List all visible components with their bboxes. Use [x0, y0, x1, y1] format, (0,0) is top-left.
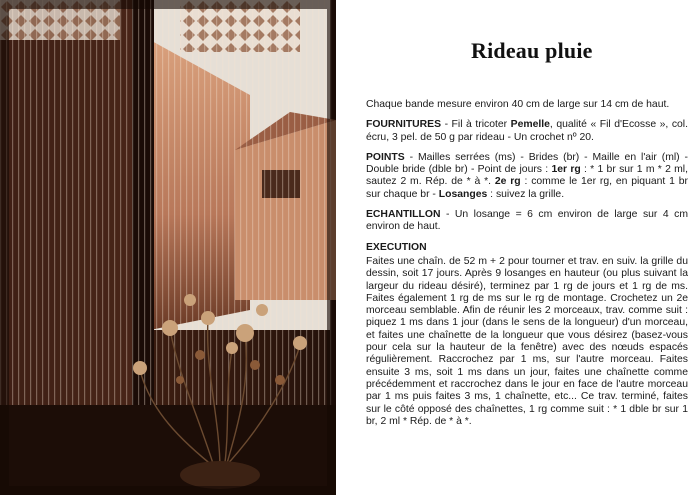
intro-paragraph: Chaque bande mesure environ 40 cm de large sur 14 cm de haut.: [366, 99, 670, 110]
curtain-photo-illustration: [0, 0, 336, 495]
brand-name: Pemelle: [510, 119, 550, 131]
pattern-instructions: [366, 0, 688, 495]
curtain-photo: [0, 0, 336, 495]
points-label: POINTS: [366, 151, 405, 163]
execution-text: Faites une chaîn. de 52 m + 2 pour tourner et trav. en suiv. la grille du dessin, soit 17 jours. Après 9 losanges en hauteur (ou plus suivant la largeur du rideau désiré), terminez par 1 rg de jours et 1 rg de ms. Faites également 1 rg de ms sur le rg de montage. Crochetez un 2e morceau semblable. Afin de réunir les 2 morceaux, trav. comme suit : piquez 1 ms dans 1 jour (dans le sens de la longueur) d'un morceau, et faites une chaînette de la longueur que vous désirez (basez-vous pour cela sur la hauteur de la fenêtre) avec des nœuds espacés régulièrement. Raccrochez par 1 ms, sur l'autre morceau. Faites ensuite 3 ms, soit 1 ms dans un jour, faites une chaînette comme précédemment et raccrochez dans le jour en face de l'autre morceau par 1 ms puis faites 3 ms, 1 chaînette, etc... Ce trav. terminé, faites sur le côté opposé des chaînettes, 1 rg comme suit : * 1 dble br sur 1 br, 2 ml * Rép. de * à *.: [366, 255, 688, 427]
instructions-body: [366, 99, 688, 428]
points-section: POINTS - Mailles serrées (ms) - Brides (br) - Maille en l'air (ml) - Double bride (dble br) - Point de jours : 1er rg : * 1 br sur 1 m * 2 ml, sautez 2 m. Rép. de * à *. 2e rg : comme le 1er rg, en piquant 1 br sur chaque br - Losanges : suivez la grille.: [366, 151, 688, 200]
echantillon-section: ECHANTILLON - Un losange = 6 cm environ de large sur 4 cm environ de haut.: [366, 209, 688, 233]
execution-section: [366, 242, 688, 428]
window-sill: [0, 405, 336, 495]
echantillon-label: ECHANTILLON: [366, 209, 441, 221]
fournitures-label: FOURNITURES: [366, 119, 442, 131]
page-title: Rideau pluie: [471, 38, 593, 63]
execution-label: EXECUTION: [366, 241, 427, 253]
fournitures-section: FOURNITURES - Fil à tricoter Pemelle, qualité « Fil d'Ecosse », col. écru, 3 pel. de 50 g par rideau - Un crochet nº 20.: [366, 119, 688, 143]
